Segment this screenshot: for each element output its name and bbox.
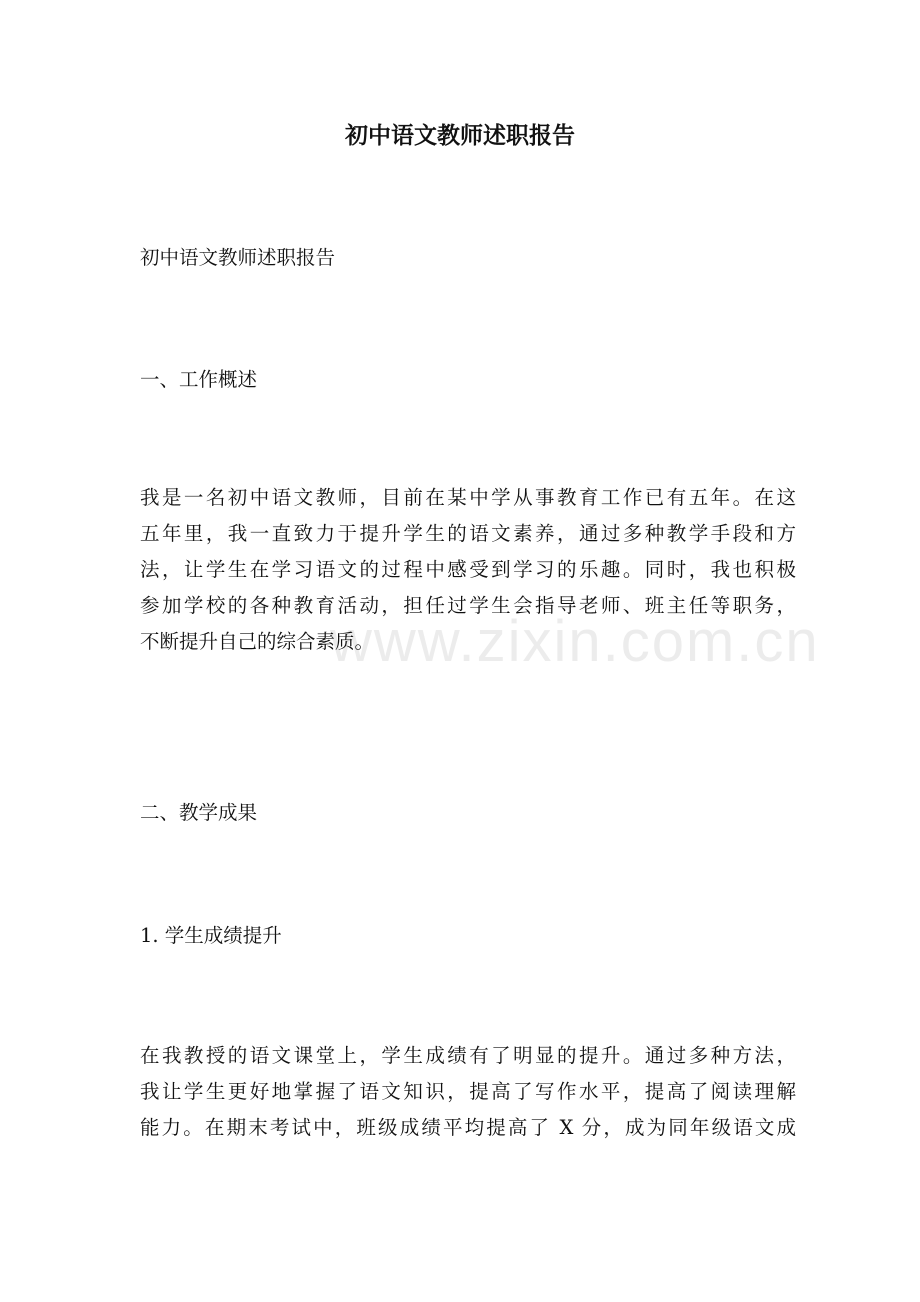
paragraph-line: 能力。在期末考试中，班级成绩平均提高了 X 分，成为同年级语文成 [140,1116,796,1139]
paragraph-line: 法，让学生在学习语文的过程中感受到学习的乐趣。同时，我也积极 [140,558,796,581]
paragraph-line: 我让学生更好地掌握了语文知识，提高了写作水平，提高了阅读理解 [140,1080,796,1103]
document-title: 初中语文教师述职报告 [345,122,575,149]
paragraph-line: 参加学校的各种教育活动，担任过学生会指导老师、班主任等职务， [140,594,796,617]
paragraph-line: 五年里，我一直致力于提升学生的语文素养，通过多种教学手段和方 [140,522,796,545]
paragraph-line: 不断提升自己的综合素质。 [140,630,375,653]
paragraph-line: 在我教授的语文课堂上，学生成绩有了明显的提升。通过多种方法， [140,1044,796,1067]
watermark: www.zixin.com.cn [330,609,820,674]
section-heading-overview: 一、工作概述 [140,368,258,391]
document-subtitle: 初中语文教师述职报告 [140,246,336,269]
subsection-heading-scores: 1. 学生成绩提升 [140,924,282,947]
paragraph-scores [140,1038,796,1146]
section-heading-results: 二、教学成果 [140,801,258,824]
paragraph-line: 我是一名初中语文教师，目前在某中学从事教育工作已有五年。在这 [140,486,796,509]
paragraph-overview [140,480,796,660]
